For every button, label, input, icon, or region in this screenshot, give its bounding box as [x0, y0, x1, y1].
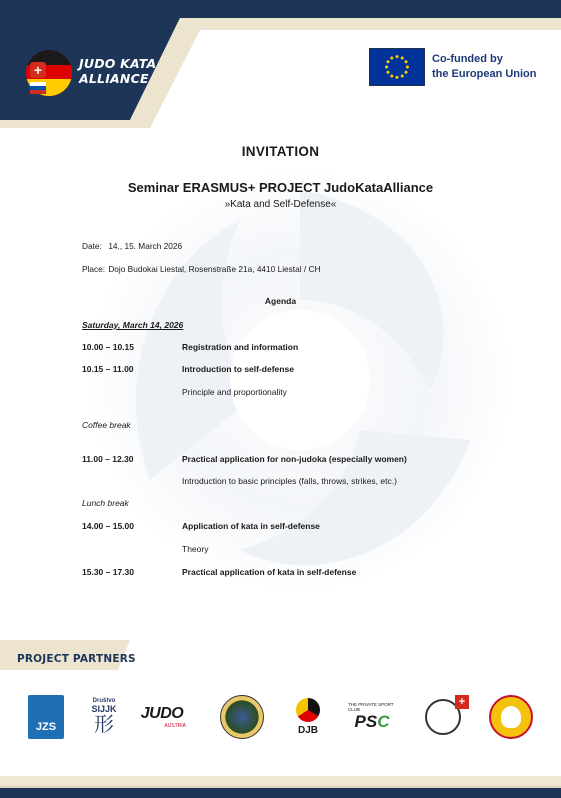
agenda-time: 10.00 – 10.15	[82, 342, 134, 352]
club-emblem-icon	[220, 695, 264, 739]
page-title: INVITATION	[241, 144, 320, 159]
sijjk-top: Društvo	[92, 698, 116, 704]
agenda-day: Saturday, March 14, 2026	[82, 320, 184, 330]
logo-line1: JUDO KATA	[79, 56, 157, 71]
eu-line1: Co-funded by	[432, 53, 503, 65]
partners-label: PROJECT PARTNERS	[17, 653, 136, 665]
agenda-desc: Practical application for non-judoka (especially women)	[182, 454, 407, 464]
place-line	[82, 264, 320, 274]
lunch-break: Lunch break	[82, 498, 129, 508]
place-label: Place:	[82, 264, 106, 274]
place-value: Dojo Budokai Liestal, Rosenstraße 21a, 4410 Liestal / CH	[108, 264, 321, 274]
swiss-flag-icon: +	[30, 62, 46, 78]
psc-top: THE PRIVATE SPORT CLUB	[348, 702, 394, 712]
judo-austria-text: JUDO	[140, 705, 184, 722]
date-value: 14., 15. March 2026	[108, 241, 183, 251]
jzs-logo-text: JZS	[28, 695, 64, 739]
judo-basel-logo	[488, 692, 534, 742]
judo-austria-logo	[134, 692, 190, 742]
agenda-time: 10.15 – 11.00	[82, 364, 134, 374]
djb-mark-icon	[296, 698, 320, 722]
seminar-subtitle: »Kata and Self-Defense«	[224, 199, 337, 210]
sijjk-glyph: 形	[94, 714, 114, 736]
agenda-desc: Registration and information	[182, 342, 299, 352]
agenda-sub: Introduction to basic principles (falls, throws, strikes, etc.)	[182, 476, 397, 486]
logo-text	[79, 56, 156, 86]
slovenia-flag-icon	[30, 82, 46, 94]
agenda-desc: Introduction to self-defense	[182, 364, 294, 374]
agenda-time: 14.00 – 15.00	[82, 521, 134, 531]
psc-logo	[348, 692, 396, 742]
agenda-sub: Principle and proportionality	[182, 387, 287, 397]
bottom-band	[0, 776, 561, 798]
eu-cofunded-text	[432, 52, 537, 82]
date-line	[82, 241, 182, 251]
djb-logo	[290, 692, 326, 742]
psc-text: PSC	[354, 712, 390, 731]
agenda-time: 15.30 – 17.30	[82, 567, 134, 577]
seminar-title: Seminar ERASMUS+ PROJECT JudoKataAlliance	[127, 180, 434, 195]
sijjk-name: SIJJK	[91, 704, 117, 714]
jzs-logo	[28, 692, 64, 742]
agenda-title: Agenda	[264, 296, 297, 306]
swiss-flag-icon: +	[455, 695, 469, 709]
agenda-desc: Practical application of kata in self-defense	[182, 567, 357, 577]
date-label: Date:	[82, 241, 102, 251]
judoka-icon	[425, 696, 466, 735]
coffee-break: Coffee break	[82, 420, 131, 430]
partner-logos	[0, 692, 561, 744]
swiss-judo-logo	[420, 692, 466, 742]
djb-text: DJB	[297, 725, 318, 736]
agenda-time: 11.00 – 12.30	[82, 454, 134, 464]
logo-line2: ALLIANCE	[79, 71, 149, 86]
agenda-sub: Theory	[182, 544, 209, 554]
sijjk-logo	[86, 692, 122, 742]
eu-flag-icon	[369, 48, 425, 86]
judo-austria-sub: AUSTRIA	[164, 723, 186, 729]
club-emblem-logo	[220, 692, 264, 742]
eu-line2: the European Union	[432, 68, 537, 80]
agenda-desc: Application of kata in self-defense	[182, 521, 320, 531]
basel-emblem-icon	[489, 695, 533, 739]
watermark-swirl	[90, 150, 510, 610]
